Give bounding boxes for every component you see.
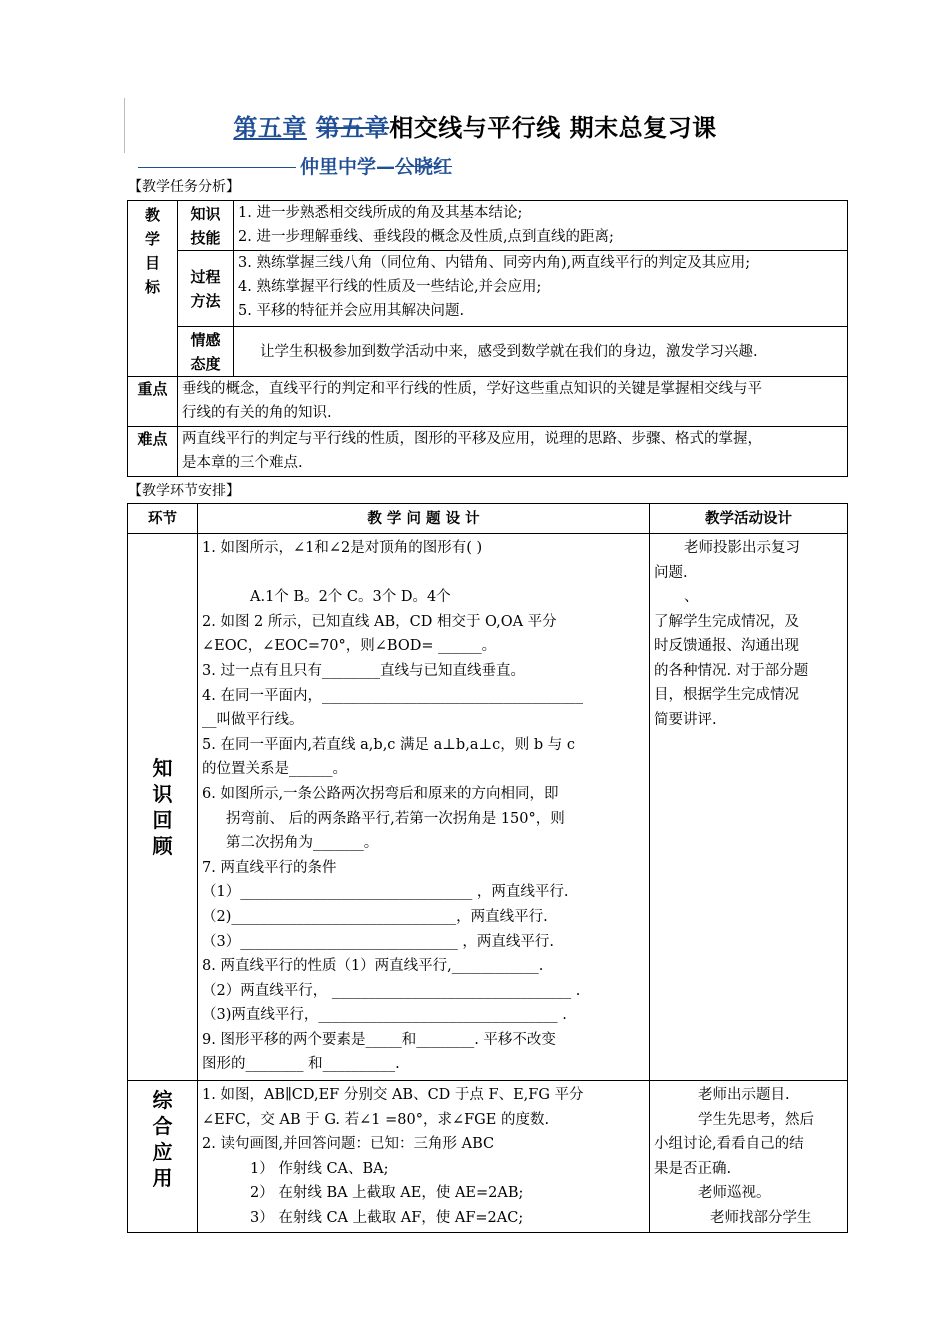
application-activity: 老师出示题目. 学生先思考，然后 小组讨论,看看自己的结 果是否正确. 老师巡视。 老师找部分学生 <box>650 1081 848 1233</box>
application-line: 3） 在射线 CA 上截取 AF，使 AF=2AC; <box>250 1209 524 1226</box>
review-line: __叫做平行线。 <box>202 712 304 729</box>
review-stage: 知 识 回 顾 <box>128 534 198 1081</box>
review-line: 3. 过一点有且只有________直线与已知直线垂直。 <box>202 662 525 679</box>
emotion-label: 情感 态度 <box>178 327 234 377</box>
application-line: 1） 作射线 CA、BA; <box>250 1160 389 1177</box>
difficult-text: 两直线平行的判定与平行线的性质，图形的平移及应用，说理的思路、步骤、格式的掌握， 是本章的三个难点. <box>178 427 848 477</box>
review-line: 4. 在同一平面内，____________________________________ <box>202 687 583 704</box>
application-line: 1. 如图，AB∥CD,EF 分别交 AB、CD 于点 F、E,FG 平分 <box>202 1087 584 1103</box>
review-line: 图形的________ 和__________. <box>202 1056 400 1073</box>
review-line: 7. 两直线平行的条件 <box>202 859 337 876</box>
title-part2: 第五章 <box>315 114 390 142</box>
application-line: ∠EFC，交 AB 于 G. 若∠1 =80°，求∠FGE 的度数. <box>202 1111 550 1128</box>
review-line: 5. 在同一平面内,若直线 a,b,c 满足 a⊥b,a⊥c，则 b 与 c <box>202 736 575 753</box>
difficult-label: 难点 <box>128 427 178 477</box>
review-line: 拐弯前、 后的两条路平行,若第一次拐角是 150°，则 <box>226 810 565 827</box>
review-line: 6. 如图所示,一条公路两次拐弯后和原来的方向相同，即 <box>202 785 559 802</box>
review-line: （2）两直线平行， _________________________________ . <box>202 982 581 999</box>
review-line: ∠EOC，∠EOC=70°，则∠BOD= ______。 <box>202 638 497 655</box>
application-line: 2. 读句画图,并回答问题：已知：三角形 ABC <box>202 1136 495 1153</box>
review-line: （3）______________________________ ，两直线平行. <box>202 933 554 950</box>
review-line: 第二次拐角为_______。 <box>226 835 379 852</box>
key-label: 重点 <box>128 377 178 427</box>
review-line: 的位置关系是______。 <box>202 761 347 778</box>
application-stage: 综 合 应 用 <box>128 1081 198 1233</box>
emotion-text: 让学生积极参加到数学活动中来，感受到数学就在我们的身边，激发学习兴趣. <box>234 327 848 377</box>
review-questions <box>198 534 650 1081</box>
task-analysis-label: 【教学任务分析】 <box>128 179 240 195</box>
subtitle-school: 仲里中学 <box>300 156 377 178</box>
goal-label-cell: 教 学 目 标 <box>128 201 178 377</box>
col-stage: 环节 <box>128 504 198 534</box>
task-analysis-table <box>127 200 848 477</box>
review-line: 9. 图形平移的两个要素是_____和________. 平移不改变 <box>202 1031 556 1048</box>
knowledge-items: 1. 进一步熟悉相交线所成的角及其基本结论; 2. 进一步理解垂线、垂线段的概念及性质,点到直线的距离; <box>234 201 848 251</box>
title-part3: 相交线与平行线 期末总复习课 <box>389 114 717 142</box>
arrangement-label: 【教学环节安排】 <box>128 483 240 499</box>
review-line: （2)_______________________________，两直线平行. <box>202 908 548 925</box>
review-line: 1. 如图所示，∠1和∠2是对顶角的图形有( ) <box>202 540 483 556</box>
key-text: 垂线的概念，直线平行的判定和平行线的性质，学好这些重点知识的关键是掌握相交线与平 行线的有关的角的知识. <box>178 377 848 427</box>
page-subtitle: 仲里中学—公晓红 <box>138 152 638 179</box>
col-activity: 教学活动设计 <box>650 504 848 534</box>
review-line: 8. 两直线平行的性质（1）两直线平行,____________. <box>202 958 544 975</box>
review-line <box>202 561 645 586</box>
page-title <box>0 108 950 143</box>
subtitle-author: 公晓红 <box>395 156 453 178</box>
review-line: （3)两直线平行，_________________________________ . <box>202 1007 567 1024</box>
review-line: （1）________________________________ ，两直线平行. <box>202 884 569 901</box>
application-questions <box>198 1081 650 1233</box>
review-line: A.1个 B。2个 C。3个 D。4个 <box>250 589 451 606</box>
process-label: 过程 方法 <box>178 251 234 327</box>
process-items: 3. 熟练掌握三线八角（同位角、内错角、同旁内角),两直线平行的判定及其应用; 4. 熟练掌握平行线的性质及一些结论,并会应用; 5. 平移的特征并会应用其解决问题. <box>234 251 848 327</box>
col-design: 教 学 问 题 设 计 <box>198 504 650 534</box>
review-activity: 老师投影出示复习 问题. 、 了解学生完成情况，及 时反馈通报、沟通出现 的各种情况. 对于部分题 目，根据学生完成情况 简要讲评. <box>650 534 848 1081</box>
knowledge-label: 知识 技能 <box>178 201 234 251</box>
arrangement-table <box>127 503 848 1233</box>
review-line: 2. 如图 2 所示，已知直线 AB，CD 相交于 O,OA 平分 <box>202 613 557 630</box>
application-line: 2） 在射线 BA 上截取 AE，使 AE=2AB; <box>250 1185 524 1202</box>
title-part1: 第五章 <box>233 114 307 142</box>
subtitle-rule <box>138 167 296 168</box>
